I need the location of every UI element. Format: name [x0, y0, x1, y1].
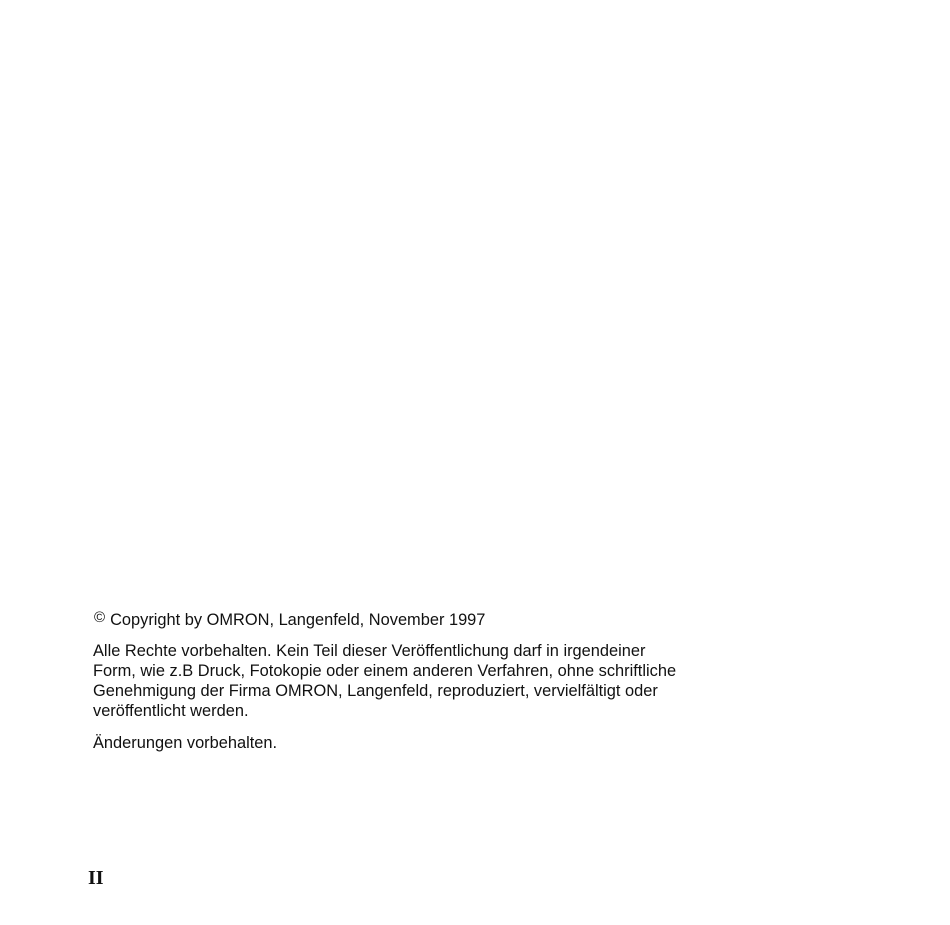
rights-paragraph: [93, 641, 773, 721]
copyright-symbol: ©: [94, 609, 106, 626]
rights-line-2: Form, wie z.B Druck, Fotokopie oder einem anderen Verfahren, ohne schriftliche: [93, 662, 677, 680]
copyright-line: [93, 610, 773, 630]
rights-line-3: Genehmigung der Firma OMRON, Langenfeld, reproduziert, vervielfältigt oder: [93, 682, 658, 700]
page-number: II: [88, 867, 104, 889]
rights-line-4: veröffentlicht werden.: [93, 702, 249, 720]
rights-line-1: Alle Rechte vorbehalten. Kein Teil dieser Veröffentlichung darf in irgendeiner: [93, 642, 646, 660]
changes-note: Änderungen vorbehalten.: [93, 734, 278, 752]
copyright-text: Copyright by OMRON, Langenfeld, November 1997: [110, 611, 486, 629]
